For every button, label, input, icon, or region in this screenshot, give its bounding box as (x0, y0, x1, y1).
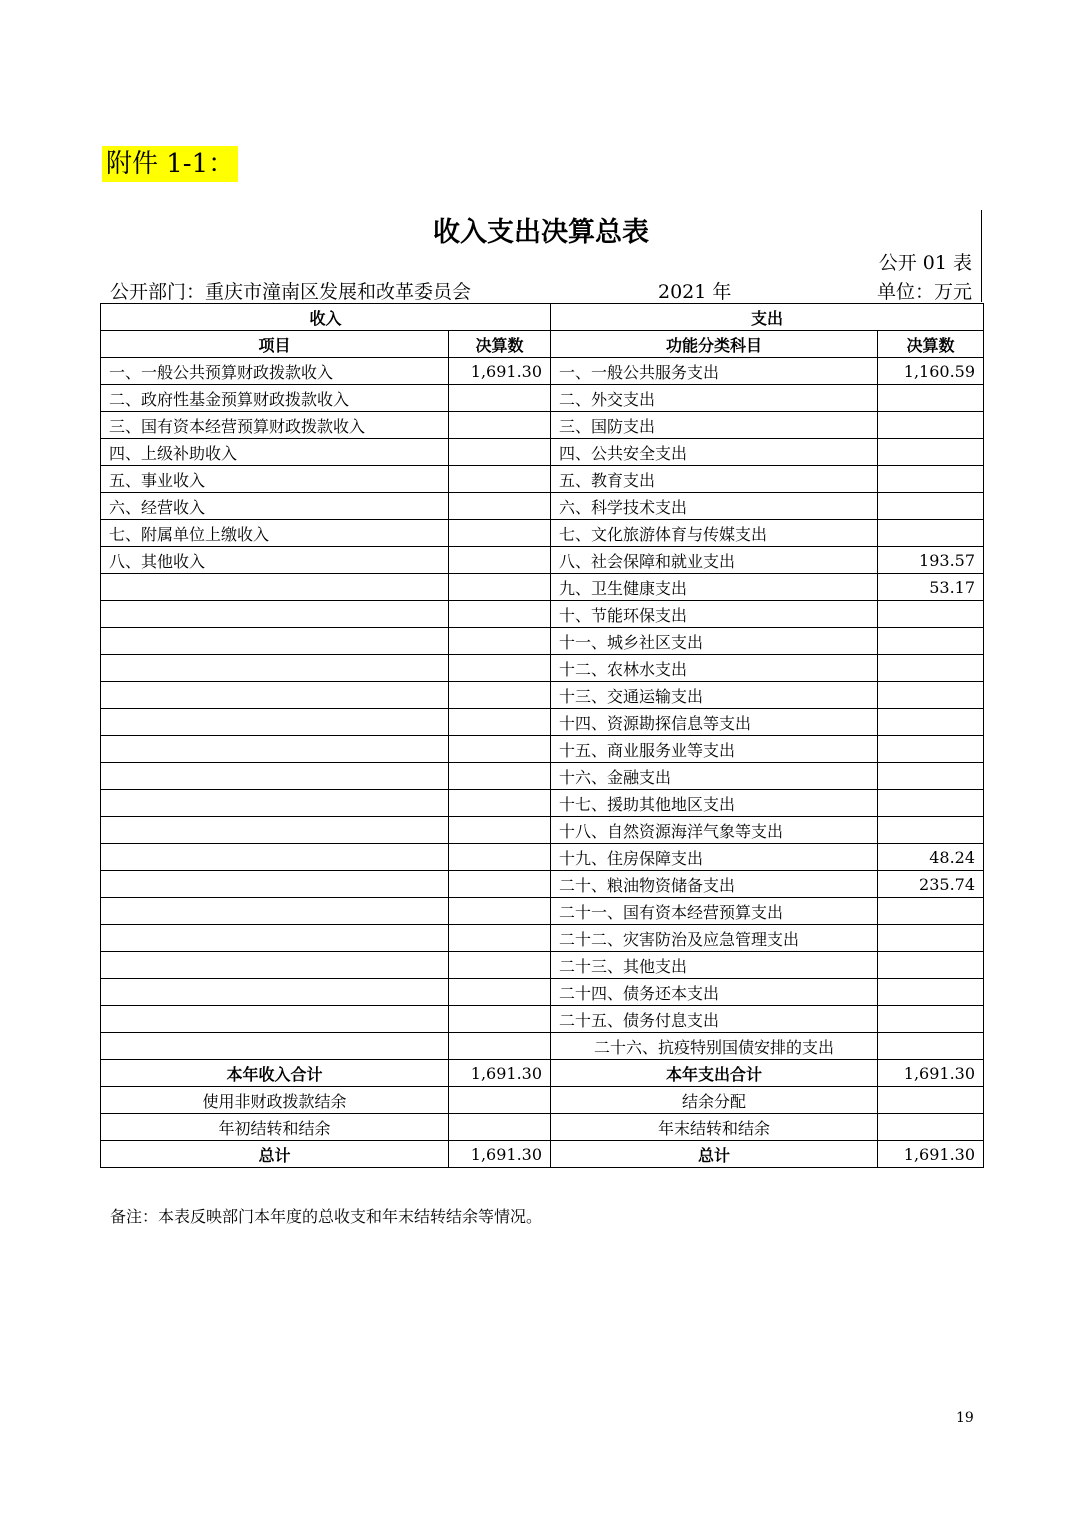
table-row (101, 601, 984, 628)
table-row (101, 844, 984, 871)
expense-item-cell: 十五、商业服务业等支出 (551, 736, 878, 763)
budget-table (100, 303, 984, 1168)
expense-amount-cell (878, 790, 984, 817)
income-amount-cell (449, 898, 551, 925)
expense-item-cell: 十、节能环保支出 (551, 601, 878, 628)
income-item-cell (101, 790, 449, 817)
summary-expense-amount (878, 1087, 984, 1114)
income-item-cell (101, 574, 449, 601)
income-header: 收入 (101, 304, 551, 331)
income-item-cell (101, 979, 449, 1006)
table-row (101, 493, 984, 520)
page-number: 19 (956, 1410, 974, 1426)
income-amount-cell (449, 1006, 551, 1033)
summary-income-amount (449, 1087, 551, 1114)
income-amount-cell (449, 952, 551, 979)
expense-item-cell: 二十五、债务付息支出 (551, 1006, 878, 1033)
income-amount-cell (449, 871, 551, 898)
income-item-cell (101, 736, 449, 763)
summary-income-amount: 1,691.30 (449, 1141, 551, 1168)
income-amount-cell (449, 601, 551, 628)
income-item-cell: 五、事业收入 (101, 466, 449, 493)
summary-expense-label: 总计 (551, 1141, 878, 1168)
expense-amount-cell (878, 682, 984, 709)
income-item-cell: 二、政府性基金预算财政拨款收入 (101, 385, 449, 412)
income-amount-cell (449, 628, 551, 655)
income-item-cell (101, 817, 449, 844)
summary-income-label: 年初结转和结余 (101, 1114, 449, 1141)
income-amount-cell (449, 385, 551, 412)
table-row (101, 655, 984, 682)
expense-item-cell: 十九、住房保障支出 (551, 844, 878, 871)
form-number: 公开 01 表 (878, 252, 972, 274)
income-item-cell (101, 1033, 449, 1060)
expense-amount-cell (878, 898, 984, 925)
expense-amount-cell (878, 736, 984, 763)
summary-row (101, 1114, 984, 1141)
income-item-cell: 八、其他收入 (101, 547, 449, 574)
table-row (101, 871, 984, 898)
summary-income-label: 总计 (101, 1141, 449, 1168)
table-row (101, 979, 984, 1006)
expense-amount-cell: 235.74 (878, 871, 984, 898)
table-row (101, 898, 984, 925)
table-row (101, 1006, 984, 1033)
year-label: 2021 年 (658, 281, 732, 303)
table-row (101, 574, 984, 601)
table-row (101, 817, 984, 844)
summary-row (101, 1141, 984, 1168)
page-title: 收入支出决算总表 (433, 217, 649, 248)
department-label: 公开部门：重庆市潼南区发展和改革委员会 (110, 281, 472, 303)
income-item-cell (101, 628, 449, 655)
attachment-label: 附件 1-1： (102, 146, 238, 182)
income-amount-cell (449, 763, 551, 790)
income-item-cell (101, 682, 449, 709)
summary-row (101, 1060, 984, 1087)
table-row (101, 520, 984, 547)
expense-item-cell: 二十六、抗疫特别国债安排的支出 (551, 1033, 878, 1060)
expense-item-cell: 十七、援助其他地区支出 (551, 790, 878, 817)
income-amount-cell (449, 520, 551, 547)
expense-amount-cell: 193.57 (878, 547, 984, 574)
expense-amount-cell (878, 520, 984, 547)
table-row (101, 682, 984, 709)
expense-amount-cell: 53.17 (878, 574, 984, 601)
income-item-cell (101, 763, 449, 790)
summary-expense-label: 结余分配 (551, 1087, 878, 1114)
table-row (101, 358, 984, 385)
summary-expense-amount (878, 1114, 984, 1141)
summary-expense-label: 本年支出合计 (551, 1060, 878, 1087)
expense-amount-cell: 1,160.59 (878, 358, 984, 385)
col-header-amount: 决算数 (449, 331, 551, 358)
summary-expense-amount: 1,691.30 (878, 1060, 984, 1087)
table-row (101, 412, 984, 439)
summary-expense-amount: 1,691.30 (878, 1141, 984, 1168)
expense-item-cell: 九、卫生健康支出 (551, 574, 878, 601)
table-row (101, 790, 984, 817)
income-item-cell: 四、上级补助收入 (101, 439, 449, 466)
expense-item-cell: 六、科学技术支出 (551, 493, 878, 520)
expense-amount-cell (878, 1033, 984, 1060)
expense-item-cell: 二十、粮油物资储备支出 (551, 871, 878, 898)
expense-header: 支出 (551, 304, 984, 331)
income-amount-cell (449, 1033, 551, 1060)
income-amount-cell (449, 655, 551, 682)
expense-amount-cell (878, 655, 984, 682)
income-amount-cell (449, 493, 551, 520)
income-amount-cell (449, 574, 551, 601)
expense-item-cell: 二十一、国有资本经营预算支出 (551, 898, 878, 925)
table-row (101, 547, 984, 574)
income-amount-cell (449, 979, 551, 1006)
income-item-cell (101, 601, 449, 628)
income-item-cell (101, 655, 449, 682)
table-row (101, 439, 984, 466)
expense-item-cell: 二十三、其他支出 (551, 952, 878, 979)
income-amount-cell (449, 682, 551, 709)
expense-amount-cell (878, 979, 984, 1006)
expense-item-cell: 十六、金融支出 (551, 763, 878, 790)
income-item-cell: 三、国有资本经营预算财政拨款收入 (101, 412, 449, 439)
table-row (101, 763, 984, 790)
income-amount-cell (449, 466, 551, 493)
expense-item-cell: 五、教育支出 (551, 466, 878, 493)
expense-amount-cell (878, 1006, 984, 1033)
col-header-amount-2: 决算数 (878, 331, 984, 358)
expense-amount-cell (878, 466, 984, 493)
income-item-cell (101, 952, 449, 979)
income-amount-cell (449, 709, 551, 736)
expense-amount-cell (878, 628, 984, 655)
income-amount-cell (449, 817, 551, 844)
table-section-header-row (101, 304, 984, 331)
expense-amount-cell (878, 412, 984, 439)
expense-amount-cell (878, 817, 984, 844)
table-column-header-row (101, 331, 984, 358)
income-amount-cell (449, 925, 551, 952)
expense-item-cell: 十二、农林水支出 (551, 655, 878, 682)
income-amount-cell (449, 790, 551, 817)
table-row (101, 709, 984, 736)
table-row (101, 1033, 984, 1060)
expense-amount-cell (878, 763, 984, 790)
expense-item-cell: 十一、城乡社区支出 (551, 628, 878, 655)
income-item-cell (101, 871, 449, 898)
income-amount-cell (449, 412, 551, 439)
expense-item-cell: 四、公共安全支出 (551, 439, 878, 466)
income-item-cell (101, 1006, 449, 1033)
expense-item-cell: 十四、资源勘探信息等支出 (551, 709, 878, 736)
income-item-cell (101, 844, 449, 871)
expense-amount-cell (878, 439, 984, 466)
income-item-cell: 七、附属单位上缴收入 (101, 520, 449, 547)
income-item-cell: 一、一般公共预算财政拨款收入 (101, 358, 449, 385)
col-header-item: 项目 (101, 331, 449, 358)
expense-amount-cell (878, 952, 984, 979)
expense-amount-cell: 48.24 (878, 844, 984, 871)
table-row (101, 736, 984, 763)
expense-item-cell: 七、文化旅游体育与传媒支出 (551, 520, 878, 547)
income-item-cell (101, 709, 449, 736)
unit-label: 单位：万元 (876, 281, 972, 303)
expense-item-cell: 二十四、债务还本支出 (551, 979, 878, 1006)
income-amount-cell (449, 439, 551, 466)
table-row (101, 466, 984, 493)
expense-amount-cell (878, 385, 984, 412)
expense-item-cell: 十三、交通运输支出 (551, 682, 878, 709)
summary-expense-label: 年末结转和结余 (551, 1114, 878, 1141)
table-row (101, 952, 984, 979)
footnote: 备注：本表反映部门本年度的总收支和年末结转结余等情况。 (110, 1207, 543, 1226)
table-row (101, 925, 984, 952)
summary-income-amount (449, 1114, 551, 1141)
expense-amount-cell (878, 493, 984, 520)
income-amount-cell (449, 844, 551, 871)
expense-item-cell: 八、社会保障和就业支出 (551, 547, 878, 574)
summary-income-amount: 1,691.30 (449, 1060, 551, 1087)
col-header-function: 功能分类科目 (551, 331, 878, 358)
expense-item-cell: 十八、自然资源海洋气象等支出 (551, 817, 878, 844)
expense-amount-cell (878, 709, 984, 736)
expense-amount-cell (878, 601, 984, 628)
expense-amount-cell (878, 925, 984, 952)
expense-item-cell: 三、国防支出 (551, 412, 878, 439)
income-amount-cell (449, 736, 551, 763)
table-row (101, 628, 984, 655)
summary-income-label: 本年收入合计 (101, 1060, 449, 1087)
expense-item-cell: 二、外交支出 (551, 385, 878, 412)
table-row (101, 385, 984, 412)
income-item-cell (101, 898, 449, 925)
expense-item-cell: 一、一般公共服务支出 (551, 358, 878, 385)
income-amount-cell: 1,691.30 (449, 358, 551, 385)
expense-item-cell: 二十二、灾害防治及应急管理支出 (551, 925, 878, 952)
income-item-cell: 六、经营收入 (101, 493, 449, 520)
summary-income-label: 使用非财政拨款结余 (101, 1087, 449, 1114)
table-top-border-line (981, 210, 982, 302)
income-item-cell (101, 925, 449, 952)
income-amount-cell (449, 547, 551, 574)
summary-row (101, 1087, 984, 1114)
